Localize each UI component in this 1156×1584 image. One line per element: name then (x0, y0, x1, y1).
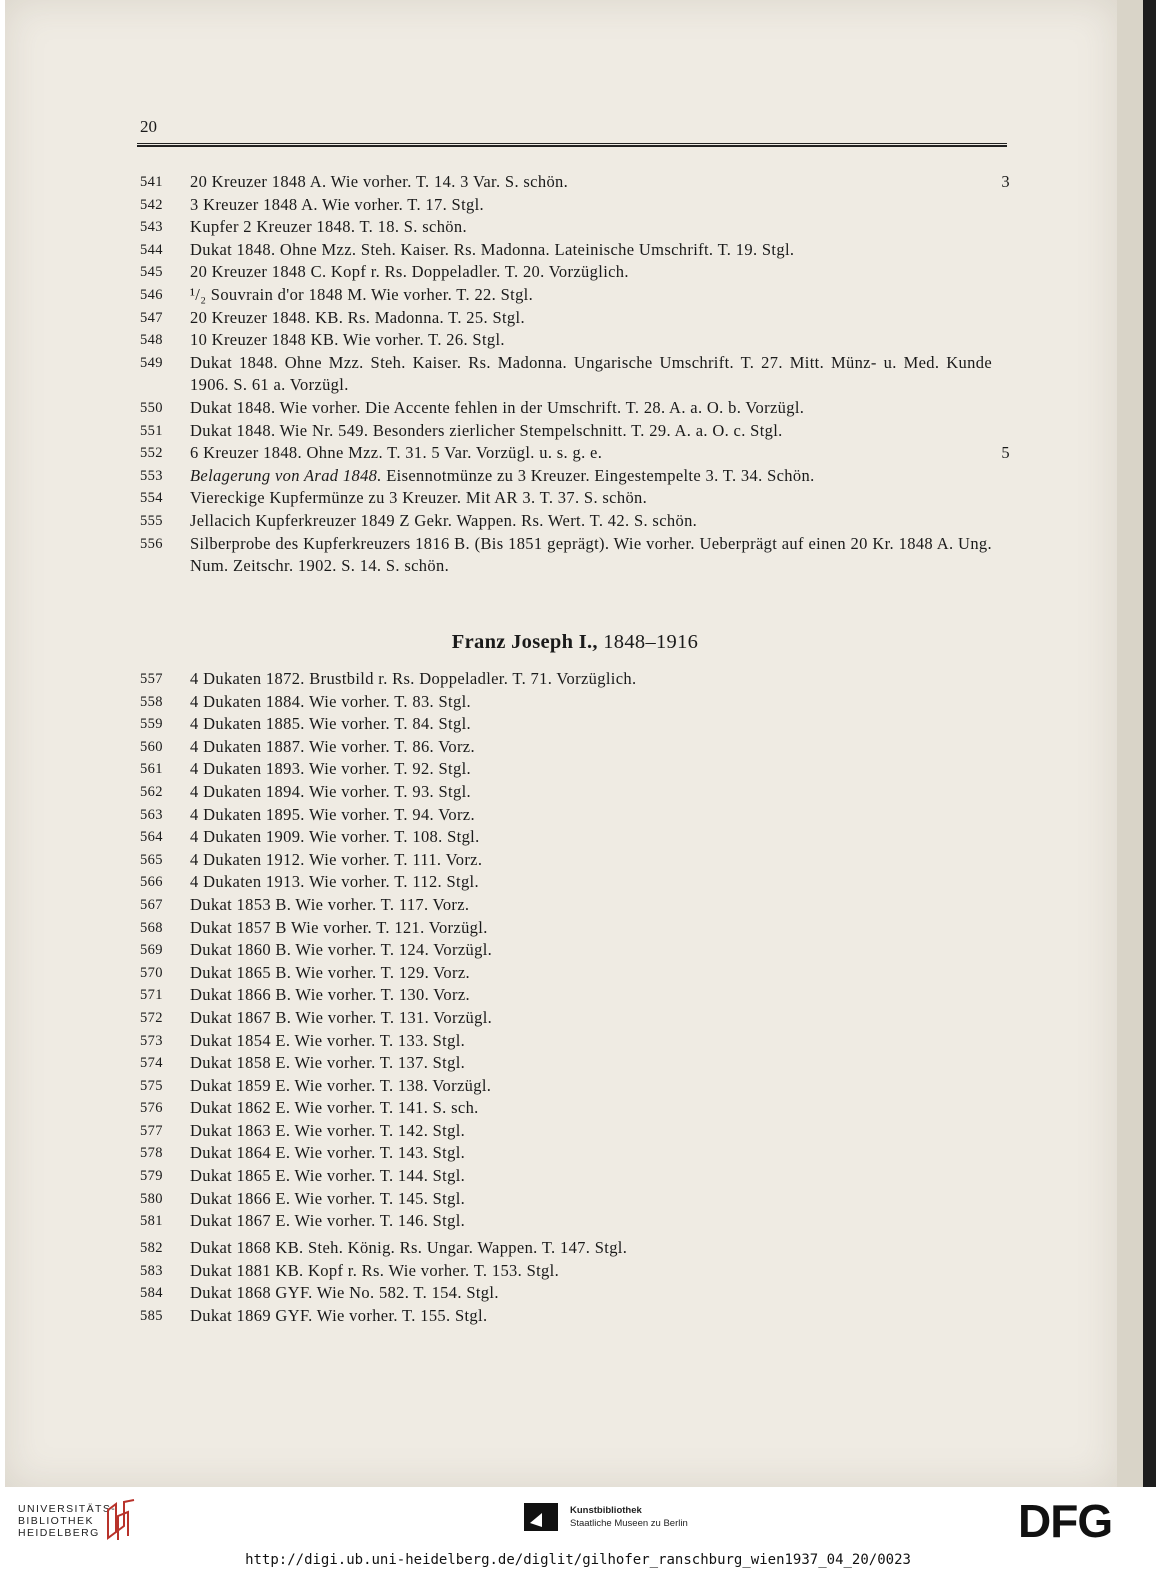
lot-entry (140, 261, 1010, 284)
lot-description (190, 849, 992, 872)
lot-number: 565 (140, 851, 163, 868)
lot-entry (140, 1052, 1010, 1075)
lot-description-text: 4 Dukaten 1872. Brustbild r. Rs. Doppeladler. T. 71. Vorzüglich. (190, 669, 637, 688)
lot-number: 557 (140, 671, 163, 687)
lot-number: 550 (140, 399, 163, 416)
lot-price (992, 1120, 1010, 1143)
lot-description (190, 984, 992, 1007)
lot-entry (140, 352, 1010, 397)
header-rule-thick (137, 145, 1007, 147)
lot-description (190, 1052, 992, 1075)
lot-number: 576 (140, 1100, 163, 1117)
lot-number: 556 (140, 535, 163, 552)
page-edge (1117, 0, 1145, 1487)
lot-description (190, 307, 992, 330)
lot-price (992, 1237, 1010, 1260)
lot-description-text: 4 Dukaten 1913. Wie vorher. T. 112. Stgl. (190, 872, 479, 892)
lot-description (190, 917, 992, 940)
lot-price (992, 713, 1010, 736)
lot-description-text: 4 Dukaten 1894. Wie vorher. T. 93. Stgl. (190, 781, 471, 801)
lot-price (992, 894, 1010, 917)
lot-entry (140, 1305, 1010, 1328)
lot-description (190, 826, 992, 849)
lot-description-text: 4 Dukaten 1912. Wie vorher. T. 111. Vorz. (190, 849, 483, 869)
lot-description-text: Dukat 1865 B. Wie vorher. T. 129. Vorz. (190, 962, 471, 982)
lot-number: 584 (140, 1285, 163, 1302)
lot-description-text: Dukat 1868 GYF. Wie No. 582. T. 154. Stgl. (190, 1283, 499, 1303)
lot-entry (140, 307, 1010, 330)
lot-description-text: 4 Dukaten 1895. Wie vorher. T. 94. Vorz. (190, 804, 475, 824)
lot-entry (140, 894, 1010, 917)
lot-price (992, 781, 1010, 804)
lot-price (992, 420, 1010, 443)
lot-entry (140, 442, 1010, 465)
lot-description-text: Dukat 1859 E. Wie vorher. T. 138. Vorzügl. (190, 1075, 492, 1095)
lot-number: 552 (140, 445, 163, 462)
lot-number: 571 (140, 987, 163, 1004)
lot-description-text: Dukat 1866 B. Wie vorher. T. 130. Vorz. (190, 985, 471, 1005)
lot-description-text: Dukat 1848. Ohne Mzz. Steh. Kaiser. Rs. Madonna. Lateinische Umschrift. T. 19. Stgl. (190, 239, 795, 259)
lot-number: 574 (140, 1055, 163, 1072)
lot-description-text: Dukat 1869 GYF. Wie vorher. T. 155. Stgl. (190, 1305, 488, 1325)
lot-description (190, 1210, 992, 1233)
lot-description-text: Dukat 1848. Wie vorher. Die Accente fehlen in der Umschrift. T. 28. A. a. O. b. Vorzügl. (190, 397, 805, 417)
lot-description-text: Dukat 1864 E. Wie vorher. T. 143. Stgl. (190, 1143, 466, 1163)
lot-description (190, 781, 992, 804)
lot-price (992, 329, 1010, 352)
lot-description-text: Dukat 1867 E. Wie vorher. T. 146. Stgl. (190, 1211, 466, 1231)
lot-entry (140, 1075, 1010, 1098)
lot-number: 580 (140, 1190, 163, 1207)
lot-description (190, 758, 992, 781)
lot-description (190, 668, 992, 691)
lot-price (992, 284, 1010, 307)
lot-description-text: Dukat 1862 E. Wie vorher. T. 141. S. sch. (190, 1098, 479, 1118)
lot-price (992, 1260, 1010, 1283)
lot-description (190, 1142, 992, 1165)
lot-description-text: Jellacich Kupferkreuzer 1849 Z Gekr. Wappen. Rs. Wert. T. 42. S. schön. (190, 510, 698, 530)
lot-entry (140, 713, 1010, 736)
lot-description-text: ¹/₂ Souvrain d'or 1848 M. Wie vorher. T. 22. Stgl. (190, 284, 534, 304)
kunstbibliothek-label: Kunstbibliothek Staatliche Museen zu Berlin (570, 1505, 688, 1529)
lot-description-text: Kupfer 2 Kreuzer 1848. T. 18. S. schön. (190, 217, 467, 237)
lot-description (190, 239, 992, 262)
lot-number: 542 (140, 196, 163, 213)
lot-entry (140, 962, 1010, 985)
lot-description (190, 962, 992, 985)
lot-entry (140, 239, 1010, 262)
lot-entry (140, 1142, 1010, 1165)
lot-description (190, 171, 992, 194)
lot-entry (140, 171, 1010, 194)
lot-price (992, 826, 1010, 849)
lot-number: 578 (140, 1145, 163, 1162)
lot-price (992, 194, 1010, 217)
lot-number: 544 (140, 241, 163, 258)
lot-description-text: 20 Kreuzer 1848. KB. Rs. Madonna. T. 25. Stgl. (190, 307, 525, 327)
lot-entry (140, 329, 1010, 352)
lot-description-text: Dukat 1857 B Wie vorher. T. 121. Vorzügl. (190, 917, 488, 937)
lot-price: 5 (1001, 443, 1010, 463)
lot-price (992, 1282, 1010, 1305)
lot-entry (140, 1210, 1010, 1233)
lot-description (190, 1097, 992, 1120)
lot-description (190, 1030, 992, 1053)
lot-price (992, 397, 1010, 420)
lot-number: 570 (140, 964, 163, 981)
lot-number: 562 (140, 783, 163, 800)
lot-number: 551 (140, 422, 163, 439)
lot-entry (140, 736, 1010, 759)
lot-description (190, 1237, 992, 1260)
lot-description-text: Eisennotmünze zu 3 Kreuzer. Eingestempelte 3. T. 34. Schön. (381, 465, 815, 485)
lot-description-text: Dukat 1860 B. Wie vorher. T. 124. Vorzügl. (190, 940, 493, 960)
lot-description-text: 4 Dukaten 1885. Wie vorher. T. 84. Stgl. (190, 714, 471, 734)
lot-number: 567 (140, 896, 163, 913)
lot-description-text: 4 Dukaten 1887. Wie vorher. T. 86. Vorz. (190, 736, 475, 756)
lot-entry (140, 691, 1010, 714)
lot-description-text: 4 Dukaten 1893. Wie vorher. T. 92. Stgl. (190, 759, 471, 779)
lot-price (992, 1142, 1010, 1165)
lot-price (992, 1188, 1010, 1211)
lot-entry (140, 849, 1010, 872)
lot-price (992, 465, 1010, 488)
lot-number: 579 (140, 1168, 163, 1185)
lot-description (190, 397, 992, 420)
lot-price (992, 510, 1010, 533)
lot-description-text: Dukat 1866 E. Wie vorher. T. 145. Stgl. (190, 1188, 466, 1208)
lot-price (992, 1097, 1010, 1120)
page-number: 20 (140, 117, 157, 136)
lot-price (992, 736, 1010, 759)
lot-description (190, 871, 992, 894)
lot-number: 554 (140, 490, 163, 507)
lot-description-italic: Belagerung von Arad 1848. (190, 465, 382, 485)
lot-number: 581 (140, 1213, 163, 1230)
lot-entry (140, 1282, 1010, 1305)
section-heading (140, 631, 1010, 654)
lot-entry (140, 194, 1010, 217)
lot-number: 561 (140, 761, 163, 778)
lot-price (992, 1075, 1010, 1098)
lot-description (190, 216, 992, 239)
lot-description (190, 1007, 992, 1030)
lot-description (190, 1282, 992, 1305)
lot-description-text: 10 Kreuzer 1848 KB. Wie vorher. T. 26. Stgl. (190, 330, 505, 350)
lot-entry (140, 284, 1010, 307)
lot-entry (140, 1165, 1010, 1188)
lot-entry (140, 420, 1010, 443)
lot-description-text: Dukat 1854 E. Wie vorher. T. 133. Stgl. (190, 1030, 466, 1050)
lot-number: 566 (140, 874, 163, 891)
source-url[interactable]: http://digi.ub.uni-heidelberg.de/diglit/gilhofer_ranschburg_wien1937_04_20/0023 (245, 1552, 911, 1568)
dfg-logo: DFG (1018, 1495, 1113, 1547)
heading-years: 1848–1916 (597, 631, 699, 653)
lot-entry (140, 826, 1010, 849)
lot-description (190, 1075, 992, 1098)
lot-description (190, 420, 992, 443)
lot-price (992, 758, 1010, 781)
lot-price (992, 668, 1010, 691)
lot-entry (140, 758, 1010, 781)
lot-entry (140, 397, 1010, 420)
lot-entry (140, 939, 1010, 962)
lot-entry (140, 1007, 1010, 1030)
lot-entry (140, 804, 1010, 827)
lot-number: 553 (140, 467, 163, 484)
lot-description-text: Viereckige Kupfermünze zu 3 Kreuzer. Mit AR 3. T. 37. S. schön. (190, 488, 648, 508)
lot-description (190, 1305, 992, 1328)
lot-number: 577 (140, 1122, 163, 1139)
lot-number: 582 (140, 1240, 163, 1256)
lot-number: 559 (140, 716, 163, 733)
ub-heidelberg-label: UNIVERSITÄTS- BIBLIOTHEK HEIDELBERG (18, 1503, 117, 1539)
lot-description (190, 329, 992, 352)
lot-description (190, 533, 992, 578)
lot-entry (140, 1237, 1010, 1260)
scan-border (1143, 0, 1156, 1487)
lot-description (190, 894, 992, 917)
lot-price (992, 984, 1010, 1007)
lot-description (190, 713, 992, 736)
lot-number: 541 (140, 174, 163, 190)
lot-entry (140, 465, 1010, 488)
lot-entry (140, 487, 1010, 510)
lot-description (190, 487, 992, 510)
lot-description (190, 465, 992, 488)
lot-entry (140, 668, 1010, 691)
lot-number: 548 (140, 332, 163, 349)
lot-description (190, 510, 992, 533)
lot-price (992, 533, 1010, 578)
lot-price (992, 849, 1010, 872)
lot-list-franz-joseph (140, 668, 1010, 1233)
lot-description-text: 3 Kreuzer 1848 A. Wie vorher. T. 17. Stgl. (190, 194, 485, 214)
lot-entry (140, 533, 1010, 578)
lot-entry (140, 871, 1010, 894)
lot-number: 585 (140, 1307, 163, 1324)
lot-description-text: 4 Dukaten 1909. Wie vorher. T. 108. Stgl. (190, 827, 480, 847)
lot-description-text: Dukat 1865 E. Wie vorher. T. 144. Stgl. (190, 1166, 466, 1186)
lot-number: 549 (140, 354, 163, 371)
lot-description (190, 261, 992, 284)
lot-description-text: Dukat 1848. Wie Nr. 549. Besonders zierlicher Stempelschnitt. T. 29. A. a. O. c. Stgl. (190, 420, 783, 440)
ub-logo-icon (104, 1498, 140, 1542)
lot-description-text: Silberprobe des Kupferkreuzers 1816 B. (Bis 1851 geprägt). Wie vorher. Ueberprägt auf einen 20 Kr. 1848 A. Ung. Num. Zeitschr. 1902. S. 14. S. schön. (190, 533, 992, 576)
lot-description (190, 939, 992, 962)
lot-description (190, 691, 992, 714)
lot-price (992, 216, 1010, 239)
lot-description-text: 6 Kreuzer 1848. Ohne Mzz. T. 31. 5 Var. Vorzügl. u. s. g. e. (190, 443, 603, 463)
lot-description-text: Dukat 1853 B. Wie vorher. T. 117. Vorz. (190, 894, 470, 914)
lot-price (992, 939, 1010, 962)
lot-price (992, 917, 1010, 940)
lot-entry (140, 1120, 1010, 1143)
lot-description-text: Dukat 1848. Ohne Mzz. Steh. Kaiser. Rs. Madonna. Ungarische Umschrift. T. 27. Mitt. Münz- u. Med. Kunde 1906. S. 61 a. Vorzügl. (190, 352, 992, 395)
lot-price (992, 1007, 1010, 1030)
lot-price (992, 1030, 1010, 1053)
lot-price (992, 1165, 1010, 1188)
lot-entry (140, 1260, 1010, 1283)
lot-number: 555 (140, 512, 163, 529)
lot-price (992, 487, 1010, 510)
lot-description-text: Dukat 1858 E. Wie vorher. T. 137. Stgl. (190, 1053, 466, 1073)
lot-description (190, 1120, 992, 1143)
lot-description (190, 442, 992, 465)
lot-number: 558 (140, 693, 163, 710)
footer-bar (0, 1487, 1156, 1584)
lot-description-text: Dukat 1881 KB. Kopf r. Rs. Wie vorher. T. 153. Stgl. (190, 1260, 560, 1280)
lot-description (190, 194, 992, 217)
lot-price (992, 871, 1010, 894)
lot-description (190, 352, 992, 397)
lot-price (992, 307, 1010, 330)
lot-price (992, 962, 1010, 985)
lot-number: 572 (140, 1009, 163, 1026)
lot-number: 563 (140, 806, 163, 823)
lot-list-franz-joseph-kb (140, 1237, 1010, 1327)
lot-price (992, 691, 1010, 714)
lot-price (992, 1305, 1010, 1328)
lot-description (190, 804, 992, 827)
lot-entry (140, 781, 1010, 804)
lot-description (190, 1260, 992, 1283)
lot-description-text: Dukat 1868 KB. Steh. König. Rs. Ungar. Wappen. T. 147. Stgl. (190, 1238, 628, 1257)
lot-number: 575 (140, 1077, 163, 1094)
lot-price (992, 1210, 1010, 1233)
lot-description-text: 4 Dukaten 1884. Wie vorher. T. 83. Stgl. (190, 691, 471, 711)
lot-description (190, 736, 992, 759)
lot-price (992, 804, 1010, 827)
lot-entry (140, 216, 1010, 239)
lot-entry (140, 1030, 1010, 1053)
lot-number: 545 (140, 264, 163, 281)
kunstbibliothek-logo-icon (524, 1503, 558, 1531)
lot-description-text: 20 Kreuzer 1848 C. Kopf r. Rs. Doppeladler. T. 20. Vorzüglich. (190, 262, 629, 282)
heading-name: Franz Joseph I., (451, 631, 598, 653)
lot-description-text: Dukat 1867 B. Wie vorher. T. 131. Vorzügl. (190, 1007, 493, 1027)
lot-entry (140, 510, 1010, 533)
lot-entry (140, 917, 1010, 940)
lot-number: 583 (140, 1262, 163, 1279)
lot-number: 546 (140, 286, 163, 303)
lot-number: 560 (140, 738, 163, 755)
lot-number: 568 (140, 919, 163, 936)
lot-price (992, 239, 1010, 262)
header-rule (137, 143, 1007, 144)
lot-description-text: 20 Kreuzer 1848 A. Wie vorher. T. 14. 3 Var. S. schön. (190, 172, 569, 191)
lot-number: 564 (140, 829, 163, 846)
lot-price: 3 (1001, 172, 1010, 191)
lot-entry (140, 1188, 1010, 1211)
lot-price (992, 261, 1010, 284)
lot-list-ferdinand (140, 171, 1010, 578)
lot-description-text: Dukat 1863 E. Wie vorher. T. 142. Stgl. (190, 1120, 466, 1140)
lot-number: 547 (140, 309, 163, 326)
lot-description (190, 284, 992, 307)
lot-entry (140, 984, 1010, 1007)
lot-number: 543 (140, 219, 163, 236)
lot-number: 569 (140, 942, 163, 959)
lot-description (190, 1188, 992, 1211)
lot-number: 573 (140, 1032, 163, 1049)
lot-price (992, 352, 1010, 397)
lot-description (190, 1165, 992, 1188)
lot-entry (140, 1097, 1010, 1120)
lot-price (992, 1052, 1010, 1075)
